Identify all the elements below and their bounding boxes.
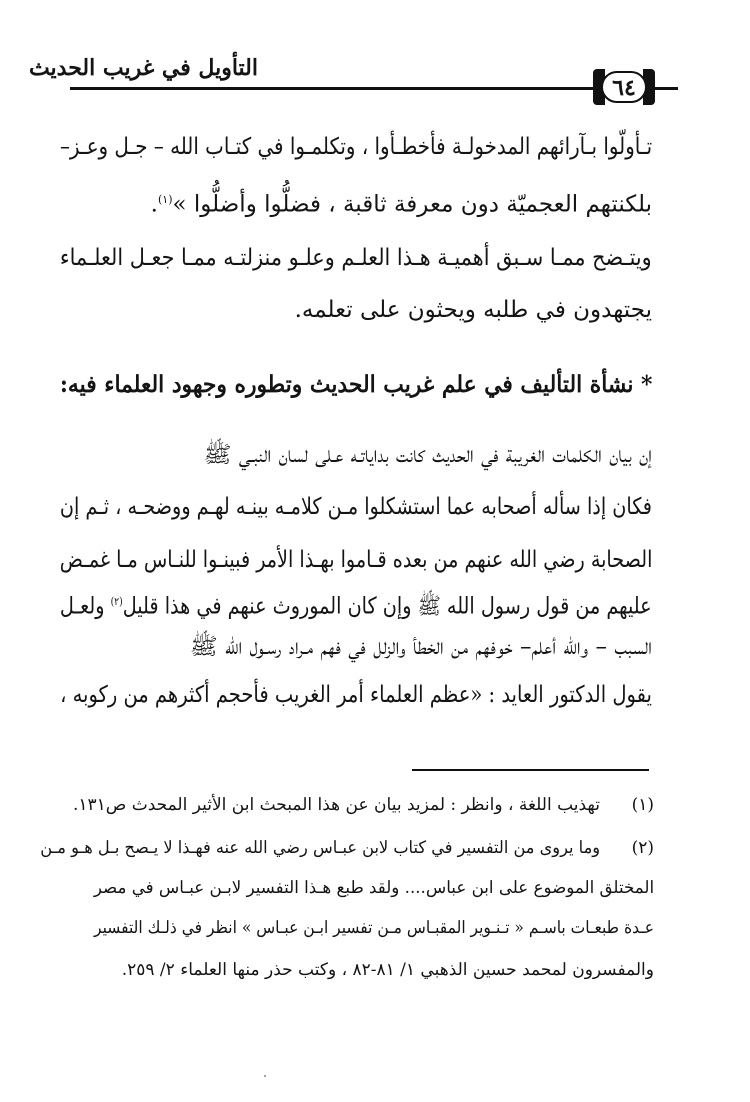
footnote-ref-1: (١)	[157, 193, 173, 206]
paragraph-3-line-2: فكان إذا سأله أصحابه عما استشكلوا مـن كلامـه بينـه لهـم ووضحـه ، ثـم إن	[59, 494, 652, 520]
paragraph-1-line-2-text: بلكنتهم العجميّة دون معرفة ثاقبة ، فضلُّوا وأضلُّوا »	[172, 191, 652, 218]
paragraph-3-line-5: السبب – والله أعلم– خوفهم من الخطأ والزلل في فهم مـراد رسـول الله ﷺ	[189, 634, 652, 660]
footnote-1-line-1: تهذيب اللغة ، وانظر : لمزيد بيان عن هذا المبحث ابن الأثير المحدث ص١٣١.	[72, 795, 600, 815]
footnote-2-line-2: المختلق الموضوع على ابن عباس.... ولقد طبع هـذا التفسير لابـن عبـاس في مصر	[93, 878, 654, 898]
paragraph-1-line-2	[151, 185, 652, 220]
header-rule	[70, 87, 678, 90]
footnote-2-line-3: عـدة طبعـات باسـم « تـنـوير المقبـاس مـن تفسير ابـن عبـاس » انظر في ذلـك التفسير	[94, 918, 654, 938]
paragraph-3-line-4-text: عليهم من قول رسول الله ﷺ وإن كان الموروث عنهم في هذا قليل	[123, 593, 652, 620]
footnote-separator	[412, 769, 649, 771]
paragraph-1-line-1: تـأولّوا بـآرائهم المدخولـة فأخطـأوا ، وتكلمـوا في كتـاب الله – جـل وعـز–	[59, 134, 652, 160]
paragraph-3-line-4-end: ولعـل	[60, 593, 111, 620]
page-number: ٦٤	[601, 71, 647, 103]
footnote-2-line-1: وما يروى من التفسير في كتاب لابن عبـاس رضي الله عنه فهـذا لا يـصح بـل هـو مـن	[40, 838, 600, 858]
paragraph-3-line-6: يقول الدكتور العايد : «عظم العلماء أمر الغريب فأحجم أكثرهم من ركوبه ،	[60, 682, 652, 708]
running-title: التأويل في غريب الحديث	[28, 55, 258, 81]
paragraph-2-line-1: ويتـضح ممـا سـبق أهميـة هـذا العلـم وعلـو منزلتـه ممـا جعـل العلـماء	[60, 245, 652, 271]
page-number-frame	[593, 69, 655, 105]
footnote-ref-2: (٢)	[110, 595, 124, 608]
paragraph-3-line-1: إن بيان الكلمات الغريبة في الحديث كانت بداياتـه عـلى لسان النبـي ﷺ	[203, 442, 652, 468]
footnote-2-line-4: والمفسرون لمحمد حسين الذهبي ١/ ٨١-٨٢ ، وكتب حذر منها العلماء ٢/ ٢٥٩.	[121, 960, 654, 980]
paragraph-2-line-2: يجتهدون في طلبه ويحثون على تعلمه.	[294, 297, 652, 323]
paragraph-1-line-2-end: .	[150, 191, 158, 218]
paragraph-3-line-4	[60, 587, 652, 622]
footnote-2-number: (٢)	[631, 838, 654, 858]
footnote-1-number: (١)	[631, 795, 654, 815]
scan-speck	[264, 1075, 266, 1077]
paragraph-3-line-3: الصحابة رضي الله عنهم من بعده قـاموا بهـذا الأمر فبينـوا للنـاس مـا غمـض	[59, 547, 652, 573]
section-heading: * نشأة التأليف في علم غريب الحديث وتطوره وجهود العلماء فيه:	[59, 371, 652, 398]
